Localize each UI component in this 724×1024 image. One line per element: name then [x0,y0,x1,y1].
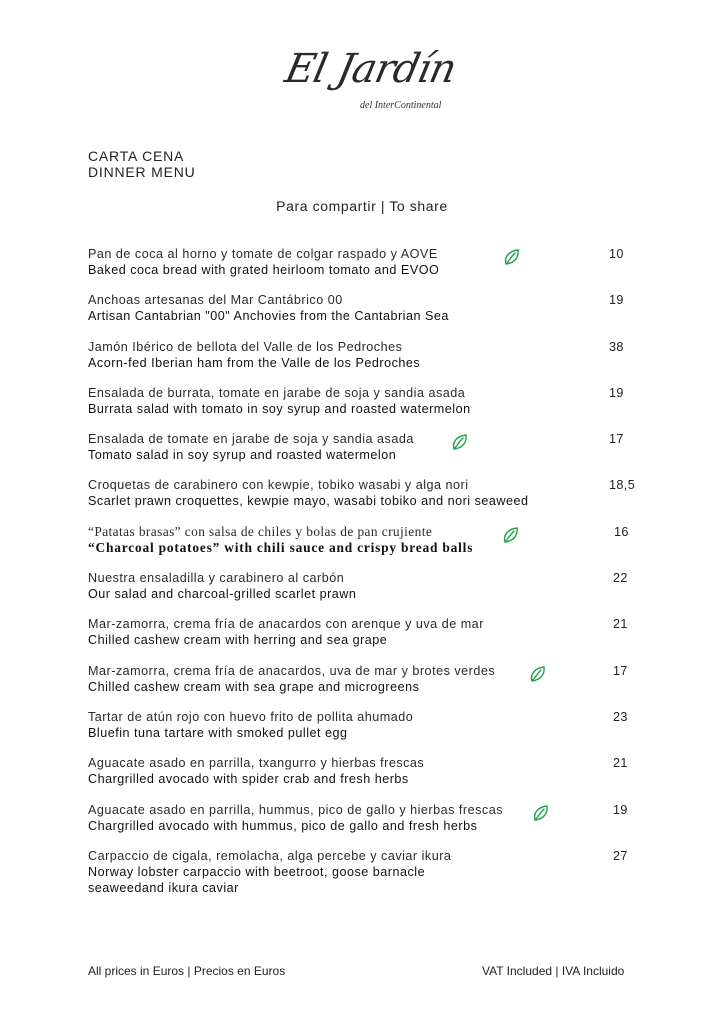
menu-item [88,339,648,385]
dish-price: 18,5 [609,478,636,493]
menu-items [88,246,648,894]
footer-currency-note: All prices in Euros | Precios en Euros [88,964,286,978]
menu-item [88,709,648,755]
dish-price: 19 [609,293,624,308]
menu-item [88,755,648,801]
dish-price: 22 [613,571,628,586]
menu-item [88,385,648,431]
dish-name-en: Scarlet prawn croquettes, kewpie mayo, wasabi tobiko and nori seaweed [88,494,529,509]
dish-name-en: Chargrilled avocado with hummus, pico de gallo and fresh herbs [88,818,478,833]
dish-name-en: Burrata salad with tomato in soy syrup and roasted watermelon [88,401,471,416]
dish-name-en: Tomato salad in soy syrup and roasted watermelon [88,448,397,463]
logo-subtitle: del InterContinental [360,100,442,111]
dish-name-en: Chilled cashew cream with sea grape and microgreens [88,679,420,694]
restaurant-logo [280,44,460,116]
menu-item [88,292,648,338]
dish-name-es: “Patatas brasas” con salsa de chiles y bolas de pan crujiente [88,523,433,539]
dish-name-es: Jamón Ibérico de bellota del Valle de los Pedroches [88,339,403,354]
menu-item [88,616,648,662]
dish-name-en: Baked coca bread with grated heirloom tomato and EVOO [88,263,440,277]
dish-name-es: Ensalada de tomate en jarabe de soja y sandia asada [88,432,414,447]
menu-heading-en: DINNER MENU [88,164,196,180]
dish-price: 38 [609,339,624,354]
leaf-icon [502,247,522,267]
dish-name-es: Mar-zamorra, crema fría de anacardos con arenque y uva de mar [88,617,484,632]
dish-price: 21 [613,756,628,771]
dish-price: 23 [613,709,628,724]
dish-name-en: Artisan Cantabrian "00" Anchovies from the Cantabrian Sea [88,309,449,324]
dish-name-en-continued: seaweedand ikura caviar [88,880,239,895]
menu-item [88,663,648,709]
dish-price: 19 [613,802,628,817]
dish-name-en: Our salad and charcoal-grilled scarlet prawn [88,587,357,602]
dish-price: 17 [609,432,624,447]
dish-name-en: Acorn-fed Iberian ham from the Valle de los Pedroches [88,355,421,370]
menu-item [88,802,648,848]
section-title [0,198,724,216]
menu-item [88,570,648,616]
dish-name-es: Nuestra ensaladilla y carabinero al carbón [88,571,345,586]
dish-price: 10 [609,247,624,261]
menu-item [88,848,648,894]
section-title-text: Para compartir | To share [276,198,448,214]
dish-name-es: Carpaccio de cigala, remolacha, alga percebe y caviar ikura [88,848,452,863]
dish-name-es: Aguacate asado en parrilla, txangurro y hierbas frescas [88,756,425,771]
dish-name-en: Norway lobster carpaccio with beetroot, goose barnacle [88,864,426,879]
dish-name-es: Ensalada de burrata, tomate en jarabe de soja y sandia asada [88,385,466,400]
dish-name-es: Mar-zamorra, crema fría de anacardos, uva de mar y brotes verdes [88,663,496,678]
dish-price: 19 [609,385,624,400]
leaf-icon [531,803,551,823]
leaf-icon [450,432,470,452]
dish-name-en: “Charcoal potatoes” with chili sauce and crispy bread balls [88,539,474,555]
dish-name-es: Tartar de atún rojo con huevo frito de pollita ahumado [88,709,414,724]
dish-name-en: Chilled cashew cream with herring and sea grape [88,633,388,648]
menu-item [88,524,648,570]
menu-heading-es: CARTA CENA [88,148,185,164]
menu-item [88,477,648,523]
leaf-icon [501,525,521,545]
footer-vat-note: VAT Included | IVA Incluido [482,964,625,978]
dish-name-es: Aguacate asado en parrilla, hummus, pico de gallo y hierbas frescas [88,802,504,817]
dish-price: 16 [614,524,629,539]
dish-name-es: Pan de coca al horno y tomate de colgar raspado y AOVE [88,247,438,261]
dish-price: 21 [613,617,628,632]
leaf-icon [528,664,548,684]
dish-name-es: Anchoas artesanas del Mar Cantábrico 00 [88,293,343,308]
dish-price: 27 [613,848,628,863]
dish-name-en: Chargrilled avocado with spider crab and fresh herbs [88,772,409,787]
logo-title: El Jardín [281,46,460,92]
dish-price: 17 [613,663,628,678]
menu-heading [88,148,196,180]
dish-name-es: Croquetas de carabinero con kewpie, tobiko wasabi y alga nori [88,478,469,493]
menu-item [88,246,648,292]
menu-item [88,431,648,477]
dish-name-en: Bluefin tuna tartare with smoked pullet egg [88,725,348,740]
